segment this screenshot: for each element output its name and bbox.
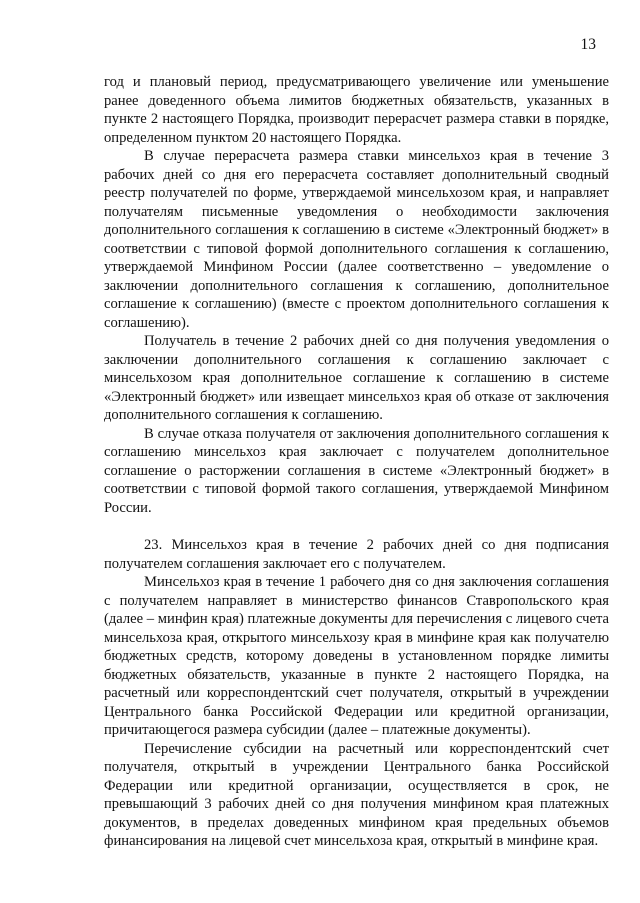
paragraph-payment-documents: Минсельхоз края в течение 1 рабочего дня со дня заключения соглашения с получателем направляет в министерство финансов Ставропольского края (далее – минфин края) платежные документы для перечисления с лицевого счета минсельхоза края, открытого минсельхозу края в минфине края как получателю бюджетных средств, которому доведены в установленном порядке лимиты бюджетных обязательств, указанные в пункте 2 настоящего Порядка, на расчетный или корреспондентский счет получателя, открытый в учреждении Центрального банка Российской Федерации или кредитной организации, причитающегося размера субсидии (далее – платежные документы). <box>104 574 609 738</box>
document-body <box>104 73 609 851</box>
paragraph-recalculation: В случае перерасчета размера ставки минсельхоз края в течение 3 рабочих дней со дня его перерасчета составляет дополнительный сводный реестр получателей по форме, утверждаемой минсельхозом края, и направляет получателям письменные уведомления о необходимости заключения дополнительного соглашения к соглашению в системе «Электронный бюджет» в соответствии с типовой формой дополнительного соглашения к соглашению, утверждаемой Минфином России (далее соответственно – уведомление о заключении дополнительного соглашения к соглашению, дополнительное соглашение к соглашению) (вместе с проектом дополнительного соглашения к соглашению). <box>104 148 609 331</box>
paragraph-recipient-response: Получатель в течение 2 рабочих дней со дня получения уведомления о заключении дополнительного соглашения к соглашению заключает с минсельхозом края дополнительное соглашение к соглашению в системе «Электронный бюджет» или извещает минсельхоз края об отказе от заключения дополнительного соглашения к соглашению. <box>104 333 609 423</box>
page-number: 13 <box>580 36 596 53</box>
paragraph-subsidy-transfer: Перечисление субсидии на расчетный или корреспондентский счет получателя, открытый в учреждении Центрального банка Российской Федерации или кредитной организации, осуществляется в срок, не превышающий 3 рабочих дней со дня получения минфином края платежных документов, в пределах доведенных минфином края предельных объемов финансирования на лицевой счет минсельхоза края, открытый в минфине края. <box>104 740 609 849</box>
paragraph-continuation: год и плановый период, предусматривающего увеличение или уменьшение ранее доведенного объема лимитов бюджетных обязательств, указанных в пункте 2 настоящего Порядка, производит перерасчет размера ставки в порядке, определенном пунктом 20 настоящего Порядка. <box>104 74 609 146</box>
paragraph-refusal: В случае отказа получателя от заключения дополнительного соглашения к соглашению минсельхоз края заключает с получателем дополнительное соглашение о расторжении соглашения в системе «Электронный бюджет» в соответствии с типовой формой такого соглашения, утверждаемой Минфином России. <box>104 425 609 516</box>
paragraph-clause-23: 23. Минсельхоз края в течение 2 рабочих дней со дня подписания получателем соглашения заключает его с получателем. <box>104 537 609 572</box>
